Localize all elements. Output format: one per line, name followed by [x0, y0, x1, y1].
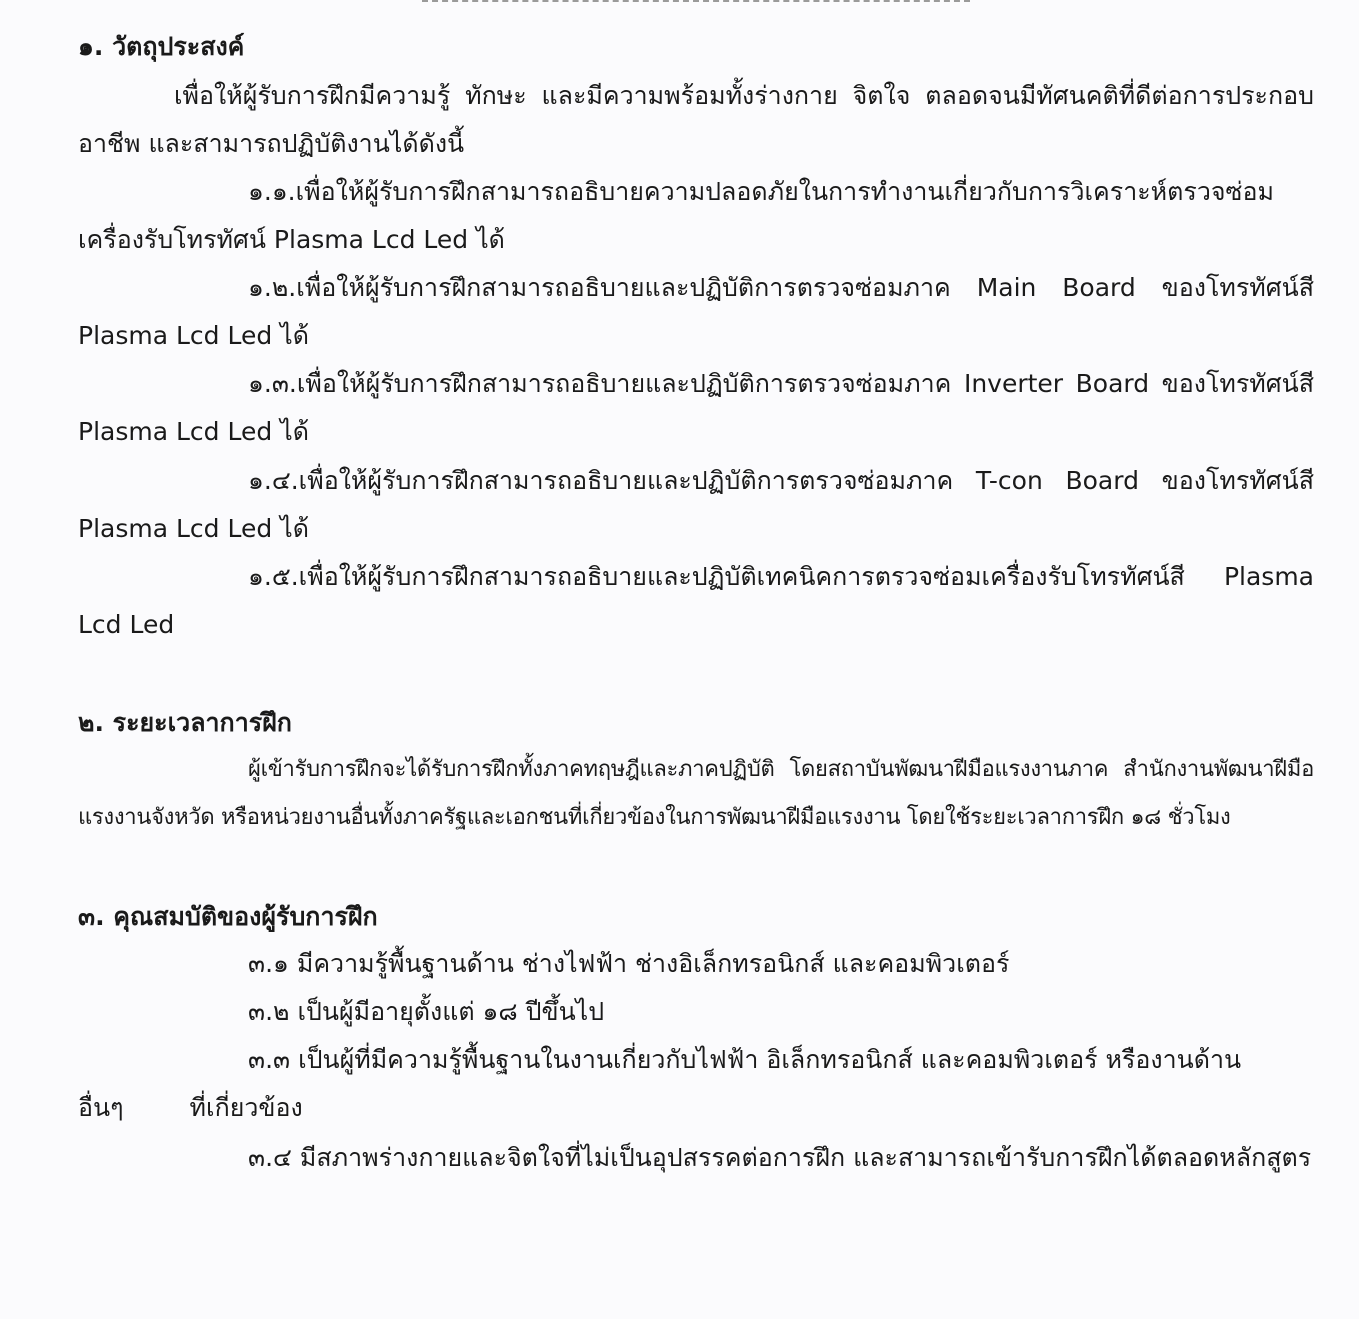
section-1-heading: ๑. วัตถุประสงค์ [78, 32, 245, 61]
section-1-item-2: ๑.๒.เพื่อให้ผู้รับการฝึกสามารถอธิบายและปฏิบัติการตรวจซ่อมภาค Main Board ของโทรทัศน์สี Plasma Lcd Led ได้ [78, 273, 1314, 350]
section-3-item-3: ๓.๓ เป็นผู้ที่มีความรู้พื้นฐานในงานเกี่ยวกับไฟฟ้า อิเล็กทรอนิกส์ และคอมพิวเตอร์ หรืองานด้าน [248, 1045, 1242, 1074]
section-3-item-3-others: อื่นๆ [78, 1093, 124, 1122]
section-1-item-1: ๑.๑.เพื่อให้ผู้รับการฝึกสามารถอธิบายความปลอดภัยในการทำงานเกี่ยวกับการวิเคราะห์ตรวจซ่อมเครื่องรับโทรทัศน์ Plasma Lcd Led ได้ [78, 177, 1274, 254]
section-2-body: ผู้เข้ารับการฝึกจะได้รับการฝึกทั้งภาคทฤษฎีและภาคปฏิบัติ โดยสถาบันพัฒนาฝีมือแรงงานภาค สำนักงานพัฒนาฝีมือแรงงานจังหวัด หรือหน่วยงานอื่นทั้งภาครัฐและเอกชนที่เกี่ยวข้องในการพัฒนาฝีมือแรงงาน โดยใช้ระยะเวลาการฝึก ๑๘ ชั่วโมง [78, 757, 1314, 830]
section-3-item-3-related: ที่เกี่ยวข้อง [189, 1093, 303, 1122]
section-1-item-5: ๑.๕.เพื่อให้ผู้รับการฝึกสามารถอธิบายและปฏิบัติเทคนิคการตรวจซ่อมเครื่องรับโทรทัศน์สี Plasma Lcd Led [78, 562, 1314, 639]
section-3-item-4: ๓.๔ มีสภาพร่างกายและจิตใจที่ไม่เป็นอุปสรรคต่อการฝึก และสามารถเข้ารับการฝึกได้ตลอดหลักสูตร [248, 1143, 1312, 1172]
section-3-item-3-continuation [78, 1084, 1314, 1132]
section-1-item-4: ๑.๔.เพื่อให้ผู้รับการฝึกสามารถอธิบายและปฏิบัติการตรวจซ่อมภาค T-con Board ของโทรทัศน์สี Plasma Lcd Led ได้ [78, 466, 1314, 543]
section-3-item-2: ๓.๒ เป็นผู้มีอายุตั้งแต่ ๑๘ ปีขึ้นไป [248, 997, 605, 1026]
section-1-intro: เพื่อให้ผู้รับการฝึกมีความรู้ ทักษะ และมีความพร้อมทั้งร่างกาย จิตใจ ตลอดจนมีทัศนคติที่ดีต่อการประกอบอาชีพ และสามารถปฏิบัติงานได้ดังนี้ [78, 81, 1314, 158]
section-3-item-1: ๓.๑ มีความรู้พื้นฐานด้าน ช่างไฟฟ้า ช่างอิเล็กทรอนิกส์ และคอมพิวเตอร์ [248, 949, 1010, 978]
section-3-heading: ๓. คุณสมบัติของผู้รับการฝึก [78, 902, 378, 931]
section-1-item-3: ๑.๓.เพื่อให้ผู้รับการฝึกสามารถอธิบายและปฏิบัติการตรวจซ่อมภาค Inverter Board ของโทรทัศน์สี Plasma Lcd Led ได้ [78, 369, 1314, 446]
section-2-heading: ๒. ระยะเวลาการฝึก [78, 708, 292, 737]
